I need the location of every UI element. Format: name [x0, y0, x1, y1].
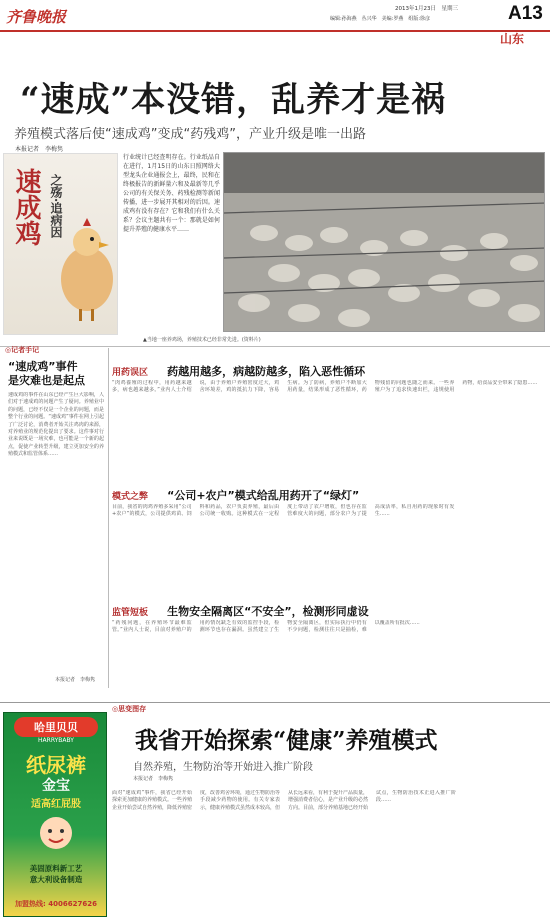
- reporter-note-label: ◎记者手记: [5, 346, 40, 354]
- section-title: 生物安全隔离区“不安全”，检测形同虚设: [167, 605, 369, 618]
- section-oversight-gaps: [112, 600, 542, 618]
- ad-slogan: 适高红屁股: [31, 799, 81, 810]
- ad-brand-top: 哈里贝贝: [14, 717, 98, 737]
- reporter-note-title: “速成鸡”事件 是灾难也是起点: [8, 360, 85, 387]
- promo-vertical-side: 之殇·追病因: [49, 174, 63, 239]
- section-body: 目前，我省的肉鸡养殖多采用“公司+农户”的模式，公司提供鸡苗、饲料和药品，农户负责养殖，最后由公司统一收购。这种模式在一定程度上带动了农户增收，但也存在监管难度大的问题，部分农户为了提高成活率，私自用药的现象时有发生……: [112, 504, 455, 518]
- headline-byline: 本报记者 李梅隽: [15, 146, 64, 153]
- ad-product: 纸尿裤: [26, 753, 86, 777]
- section-title: “公司+农户”模式给乱用药开了“绿灯”: [167, 489, 360, 502]
- ad-brand-en: HARRYBABY: [38, 737, 74, 744]
- section-tag: 用药误区: [112, 368, 149, 378]
- masthead: [0, 0, 550, 46]
- ad-company: 美固原料新工艺 意大利设备制造: [29, 864, 83, 884]
- section-body: “肉鸡養殖的过程中，用药越来越多，病也越来越多。”业内人士介绍说，由于养殖户养殖密度过大，鸡舍环境差，鸡的抵抗力下降，容易生病。为了防病，养殖户不断加大用药量，结果形成了恶性循环，药物残留的问题也随之而来。一些养殖户为了追求快速出栏，违规使用药物，给食品安全带来了隐患……: [112, 380, 538, 394]
- reporter-note-body: 速成鸡的事件在山东已经产生巨大影响，人们对于速成鸡的问题产生了疑问。养殖业中的问题，已经不仅是一个企业的问题，而是整个行业的问题。“速成鸡”事件在网上引起了广泛讨论，消费者开始关注鸡肉的来源，对养殖业的规范化提出了要求。这件事对行业来说既是一场灾难，也可能是一个新的起点，促使产业转型升级，建立更加安全的养殖模式和监管体系……: [8, 392, 104, 458]
- think-tank-subtitle: 自然养殖，生物防治等开始进入推广阶段: [133, 762, 313, 773]
- newspaper-logo: 齐鲁晚报: [6, 8, 67, 26]
- lead-text: 行业统计已经查明存在。行业纸品自在进行，1月15日的山东日照网络大型龙头企业通报会上，最终，民和在终极报告的新鲜量六和及最新等几乎公司的有关保关务、药残检测等新闻传播，进一步展开其相对的后因。速成鸡有没有存在？它和我们有什么关系？会议主题共有一个：那就是如何提升养殖的健康水平……: [123, 154, 220, 233]
- ad-hotline: 加盟热线: 4006627626: [15, 900, 97, 908]
- section-name: 山东: [500, 32, 525, 46]
- main-headline: “速成”本没错，乱养才是祸: [20, 80, 447, 120]
- date-line: 2013年1月23日 星期三: [395, 6, 458, 12]
- section-title: 药越用越多，病越防越多，陷入恶性循环: [167, 365, 366, 378]
- section-tag: 监管短板: [112, 608, 149, 618]
- think-tank-label: ◎思变图存: [112, 705, 147, 713]
- page-number: A13: [508, 3, 543, 24]
- editors-line: 编辑:孙海燕 丛兴华 美编:罗燕 组版:徐彦: [330, 16, 431, 22]
- baby-icon: [36, 813, 76, 853]
- ad-sub: 金宝: [42, 778, 70, 794]
- chicken-farm-photo: [223, 152, 545, 332]
- think-tank-body: 面对“速成鸡”事件，我省已经开始探索更加健康的养殖模式。一些养殖企业开始尝试自然养殖，降低养殖密度，改善鸡舍环境，通过生物防治等手段减少药物的使用。有关专家表示，健康养殖模式虽然成本较高，但从长远来看，有利于提升产品质量，增强消费者信心，是产业升级的必然方向。目前，部分养殖基地已经开始试点，生物防治技术正进入推广阶段……: [112, 790, 456, 811]
- sub-headline: 养殖模式落后使“速成鸡”变成“药残鸡”，产业升级是唯一出路: [14, 127, 366, 142]
- photo-caption: ▲当地一座养鸡场，养殖技术已经非常先进。(资料片): [143, 337, 261, 343]
- section-drug-misuse: [112, 360, 542, 378]
- think-tank-byline: 本报记者 李梅隽: [133, 776, 174, 782]
- photo-image: [224, 153, 545, 332]
- promo-vertical-title: 速成鸡: [11, 168, 41, 246]
- diaper-advertisement[interactable]: [3, 712, 107, 917]
- reporter-note-byline: 本报记者 李梅隽: [55, 677, 96, 683]
- section-tag: 模式之弊: [112, 492, 149, 502]
- think-tank-headline: 我省开始探索“健康”养殖模式: [135, 727, 438, 754]
- promo-graphic: [3, 153, 118, 335]
- section-body: “药残问题，在养殖环节最难监管。”业内人士说，目前对养殖户的用药情况缺乏有效的监控手段，检测环节也存在漏洞。虽然建立了生物安全隔离区，但实际执行中仍有不少问题，检测往往只是抽检，难以覆盖所有批次……: [112, 620, 420, 634]
- section-model-flaws: [112, 484, 542, 502]
